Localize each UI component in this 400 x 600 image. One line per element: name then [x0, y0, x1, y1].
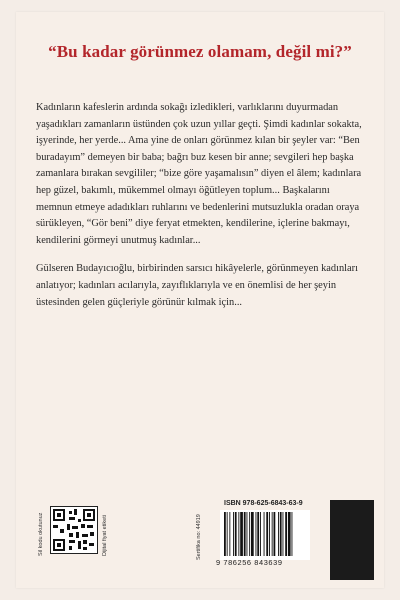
blurb-text: [36, 100, 364, 323]
blurb-paragraph-1: Kadınların kafeslerin ardında sokağı izledikleri, varlıklarını duyurmadan yaşadıkları zamanların üstünden çok uzun yıllar geçti. Şimdi kadınlar sokakta, işyerinde, her yerde... Ama yine de onları görünmez kılan bir şeyler var: “Ben buradayım” demeyen bir baba; bağrı buz kesen bir anne; sevgileri hep başka zamanlara bırakan sevgililer; “bize göre yaşamalısın” diyen el âlem; kadınlara hep güzel, bakımlı, mükemmel olmayı öğütleyen toplum... Başkalarını memnun etmeye adadıkları ruhlarını ve bedenlerini mutsuzlukla oradan oraya sürükleyen, “Gör beni” diye feryat etmekten, kendilerine, içlerine bakmayı, kendilerini görmeyi unutmuş kadınlar...: [36, 102, 362, 246]
qr-code-icon[interactable]: [50, 506, 98, 554]
barcode-icon: [220, 510, 310, 560]
qr-right-label: Dijital fiyat etiketi: [102, 515, 108, 556]
certificate-number: Sertifika no: 44919: [196, 514, 202, 560]
black-block: [330, 500, 374, 580]
isbn-label: ISBN 978-625-6843-63-9: [224, 500, 303, 507]
qr-left-label: Sil kodu okutunuz: [38, 512, 44, 556]
barcode-area: [200, 500, 320, 572]
isbn-digits: 9 786256 843639: [216, 558, 283, 567]
qr-code-area: [38, 496, 128, 568]
pull-quote: “Bu kadar görünmez olamam, değil mi?”: [48, 42, 352, 61]
blurb-paragraph-2: Gülseren Budayıcıoğlu, birbirinden sarsıcı hikâyelerle, görünmeyen kadınları anlatıyor; kadınları acılarıyla, zayıflıklarıyla ve en önemlisi de her şeyin üstesinden gelen güçleriyle görünür kılmak için...: [36, 263, 359, 308]
